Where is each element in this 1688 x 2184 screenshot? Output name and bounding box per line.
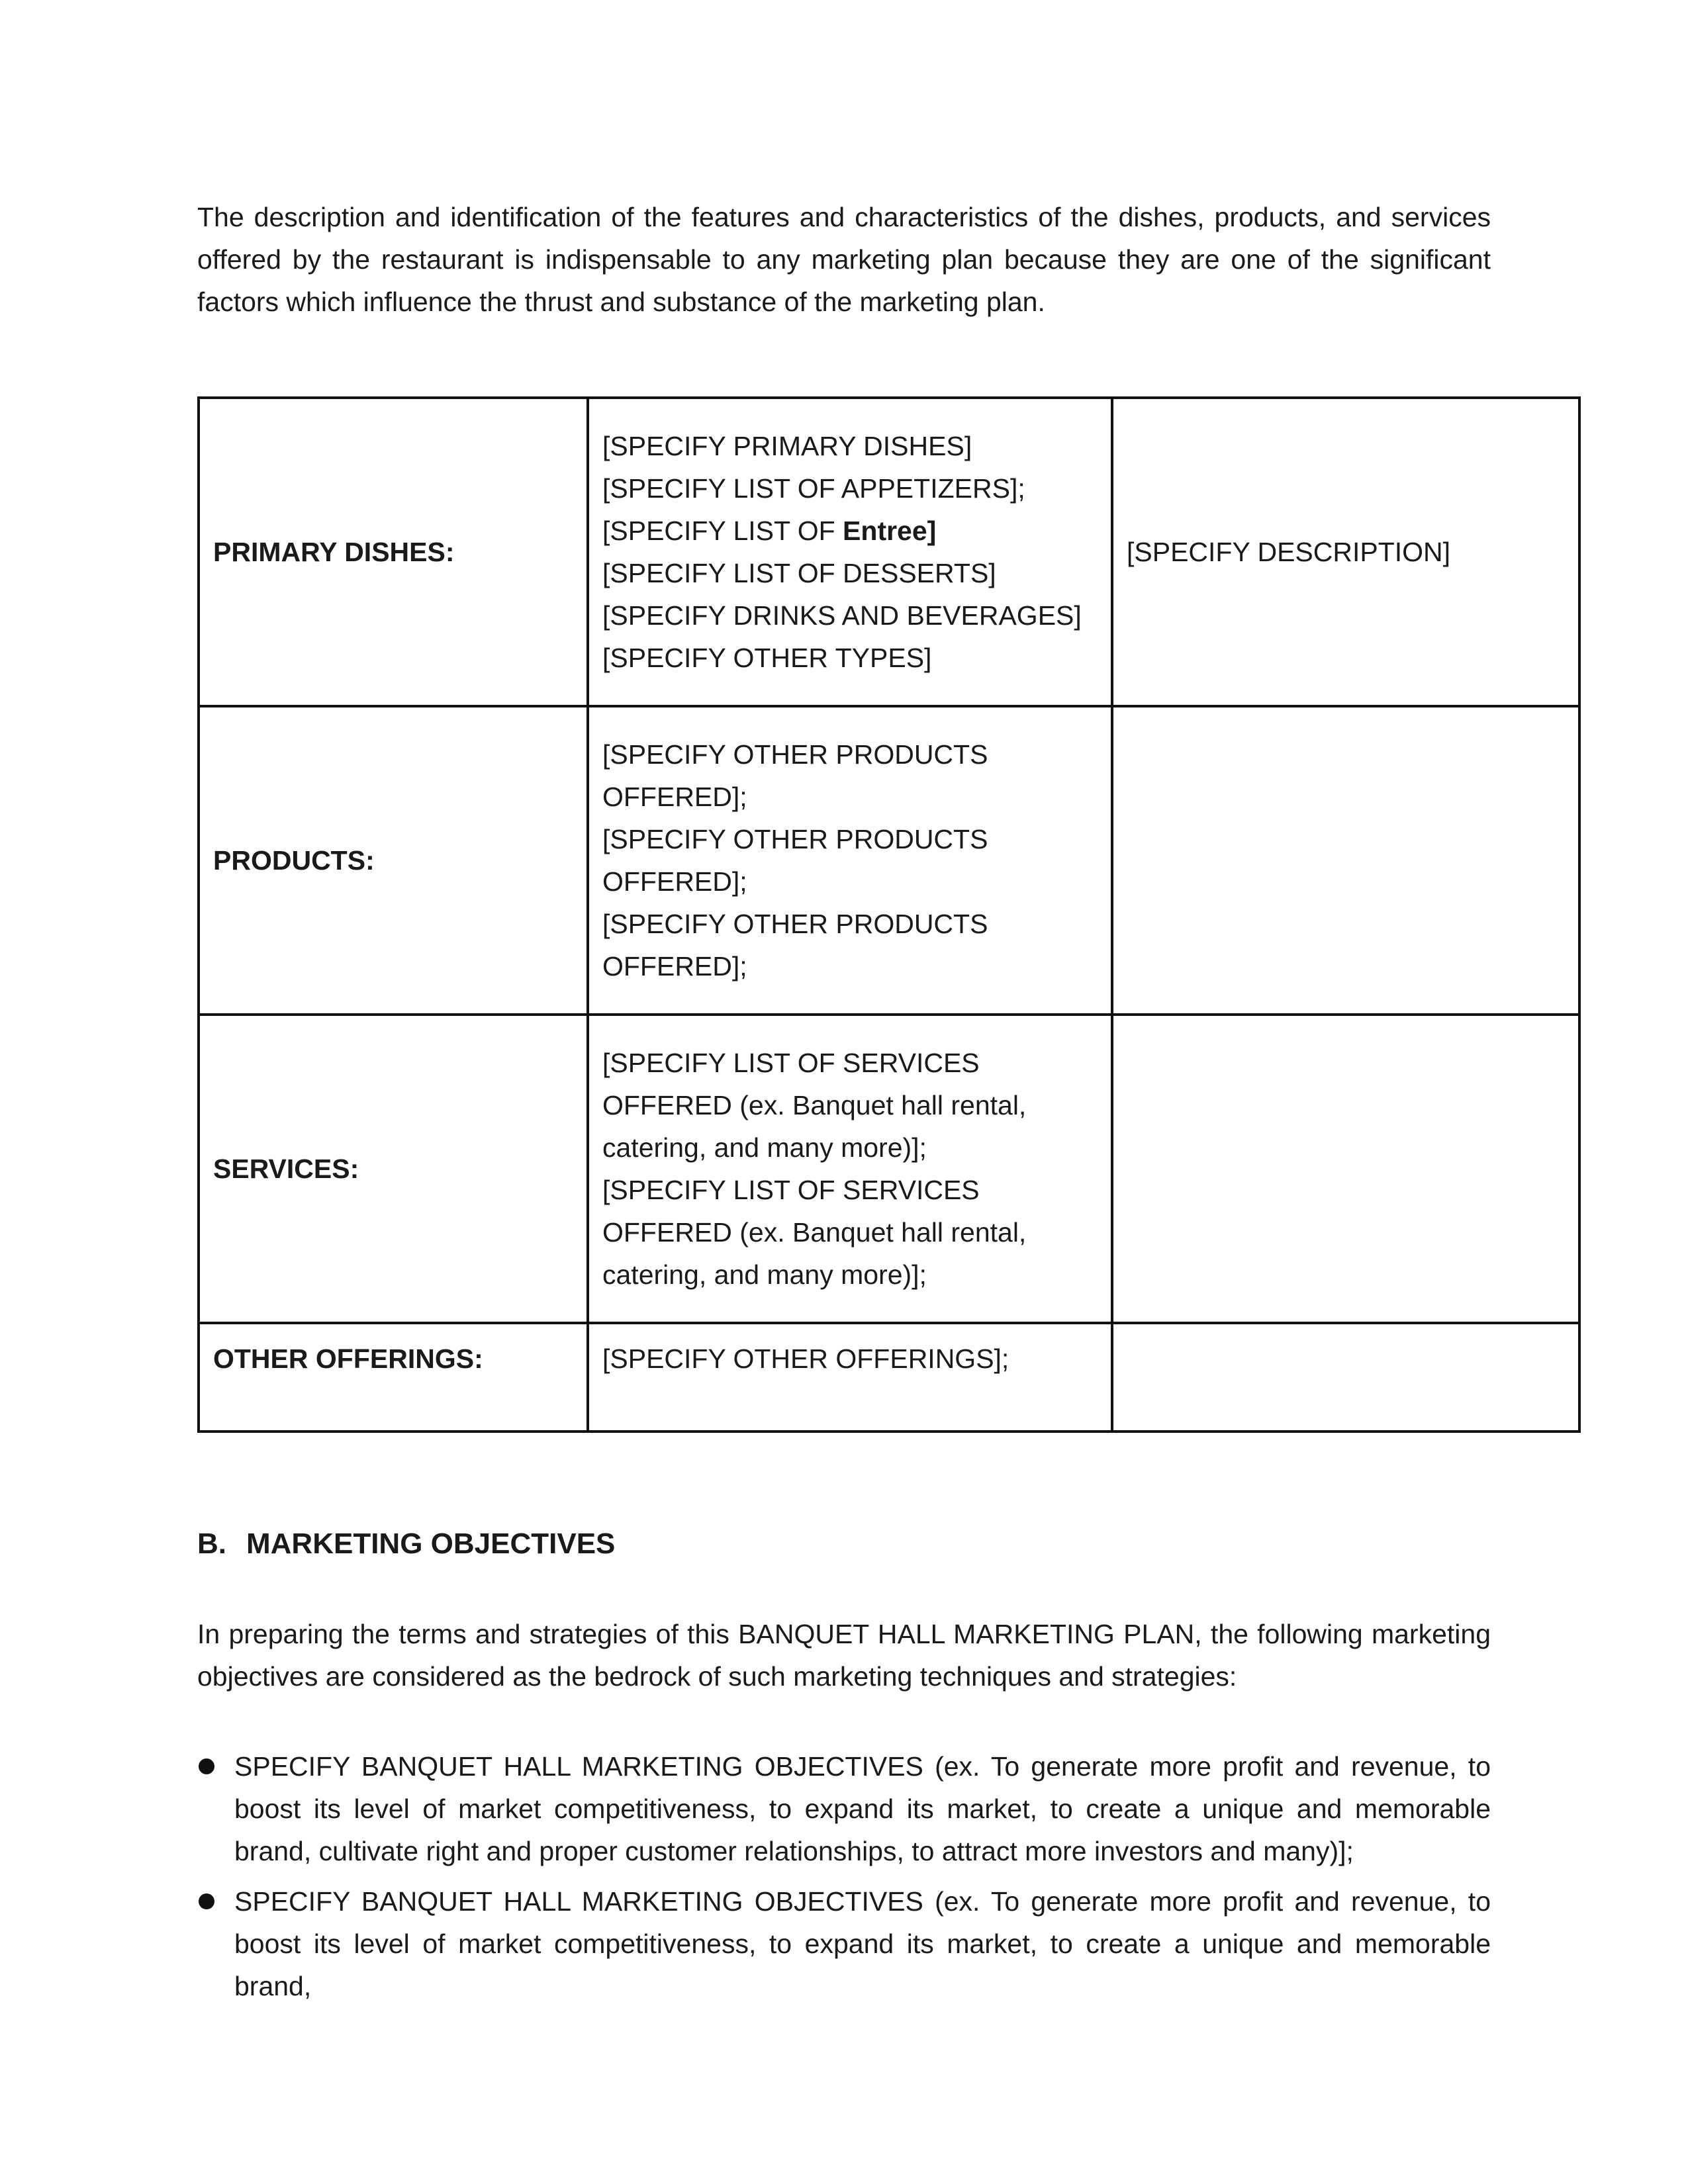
entree-item-prefix: [SPECIFY LIST OF (602, 516, 843, 546)
other-offerings-description (1112, 1323, 1579, 1432)
table-row-primary-dishes (199, 398, 1579, 706)
primary-dishes-item: [SPECIFY PRIMARY DISHES] (602, 431, 972, 461)
primary-dishes-items (588, 398, 1112, 706)
primary-dishes-description: [SPECIFY DESCRIPTION] (1112, 398, 1579, 706)
other-types-item: [SPECIFY OTHER TYPES] (602, 643, 932, 673)
section-title: MARKETING OBJECTIVES (246, 1527, 616, 1560)
bullet-icon (199, 1758, 214, 1774)
other-offerings-items: [SPECIFY OTHER OFFERINGS]; (588, 1323, 1112, 1432)
objective-text: SPECIFY BANQUET HALL MARKETING OBJECTIVES (ex. To generate more profit and revenue, to boost its level of market competitiveness, to expand its market, to create a unique and memorable brand, (234, 1886, 1491, 2001)
primary-dishes-label: PRIMARY DISHES: (199, 398, 588, 706)
table-row-products (199, 706, 1579, 1015)
table-row-other-offerings (199, 1323, 1579, 1432)
entree-item (602, 510, 1098, 552)
objective-text: SPECIFY BANQUET HALL MARKETING OBJECTIVES (ex. To generate more profit and revenue, to boost its level of market competitiveness, to expand its market, to create a unique and memorable brand, cultivate right and proper customer relationships, to attract more investors and many)]; (234, 1751, 1491, 1866)
section-letter: B. (197, 1527, 226, 1560)
services-label: SERVICES: (199, 1015, 588, 1323)
intro-paragraph: The description and identification of the features and characteristics of the dishes, products, and services offered by the restaurant is indispensable to any marketing plan because they are one of the significant factors which influence the thrust and substance of the marketing plan. (197, 202, 1491, 317)
bullet-icon (199, 1893, 214, 1909)
products-label: PRODUCTS: (199, 706, 588, 1015)
list-item (197, 1880, 1491, 2007)
drinks-item: [SPECIFY DRINKS AND BEVERAGES] (602, 600, 1082, 631)
document-page (197, 196, 1491, 2015)
offerings-table (197, 396, 1581, 1433)
entree-item-bold: Entree] (843, 516, 937, 546)
desserts-item: [SPECIFY LIST OF DESSERTS] (602, 558, 996, 588)
products-description (1112, 706, 1579, 1015)
section-b-heading (197, 1523, 1491, 1565)
services-description (1112, 1015, 1579, 1323)
list-item (197, 1745, 1491, 1872)
appetizers-item: [SPECIFY LIST OF APPETIZERS]; (602, 473, 1025, 504)
products-items: [SPECIFY OTHER PRODUCTS OFFERED]; [SPECIFY OTHER PRODUCTS OFFERED]; [SPECIFY OTHER PRODUCTS OFFERED]; (588, 706, 1112, 1015)
table-row-services (199, 1015, 1579, 1323)
services-items: [SPECIFY LIST OF SERVICES OFFERED (ex. Banquet hall rental, catering, and many more)]; [SPECIFY LIST OF SERVICES OFFERED (ex. Banquet hall rental, catering, and many more)]; (588, 1015, 1112, 1323)
objectives-list (197, 1745, 1491, 2007)
other-offerings-label: OTHER OFFERINGS: (199, 1323, 588, 1432)
objectives-intro-paragraph: In preparing the terms and strategies of this BANQUET HALL MARKETING PLAN, the following marketing objectives are considered as the bedrock of such marketing techniques and strategies: (197, 1619, 1491, 1692)
